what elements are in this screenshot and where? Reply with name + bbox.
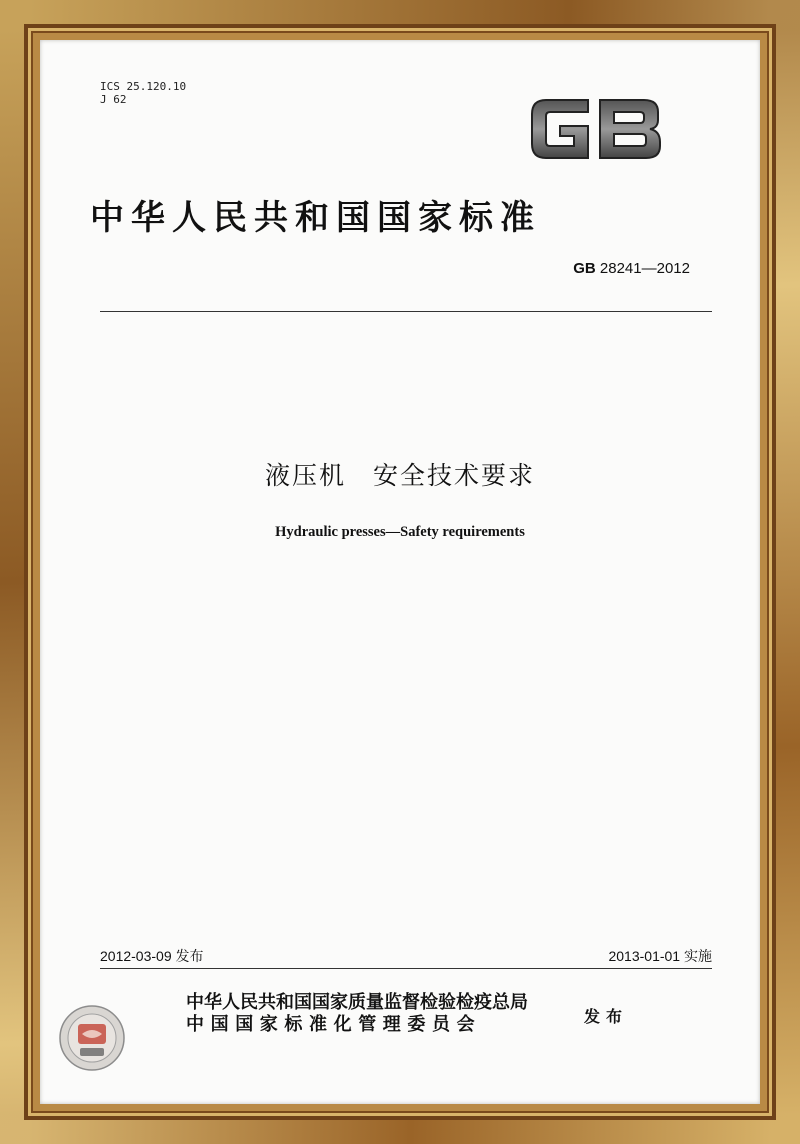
- implementation-date: 2013-01-01 实施: [608, 948, 712, 964]
- publishers-block: [186, 992, 528, 1036]
- standard-number-value: 28241—2012: [599, 260, 690, 277]
- publisher-aqsiq: 中华人民共和国国家质量监督检验检疫总局: [186, 992, 528, 1013]
- document-page: [40, 40, 760, 1104]
- publisher-sac: 中国国家标准化管理委员会: [186, 1014, 482, 1035]
- standard-type-title: 中华人民共和国国家标准: [90, 198, 541, 238]
- ics-code: ICS 25.120.10: [100, 80, 187, 93]
- publish-label: 发布: [584, 1007, 629, 1026]
- gb-logo: [526, 96, 666, 162]
- anti-counterfeit-seal-icon: [58, 1004, 126, 1072]
- header-divider: [100, 311, 712, 312]
- footer-divider: [100, 968, 712, 969]
- document-title-cn: 液压机 安全技术要求: [264, 461, 535, 490]
- standard-prefix: GB: [573, 260, 596, 277]
- issue-date: 2012-03-09 发布: [100, 948, 204, 964]
- ccs-code: J 62: [100, 93, 127, 106]
- document-title-en: Hydraulic presses—Safety requirements: [275, 524, 525, 540]
- classification-codes: [100, 80, 186, 106]
- standard-number: [530, 260, 690, 277]
